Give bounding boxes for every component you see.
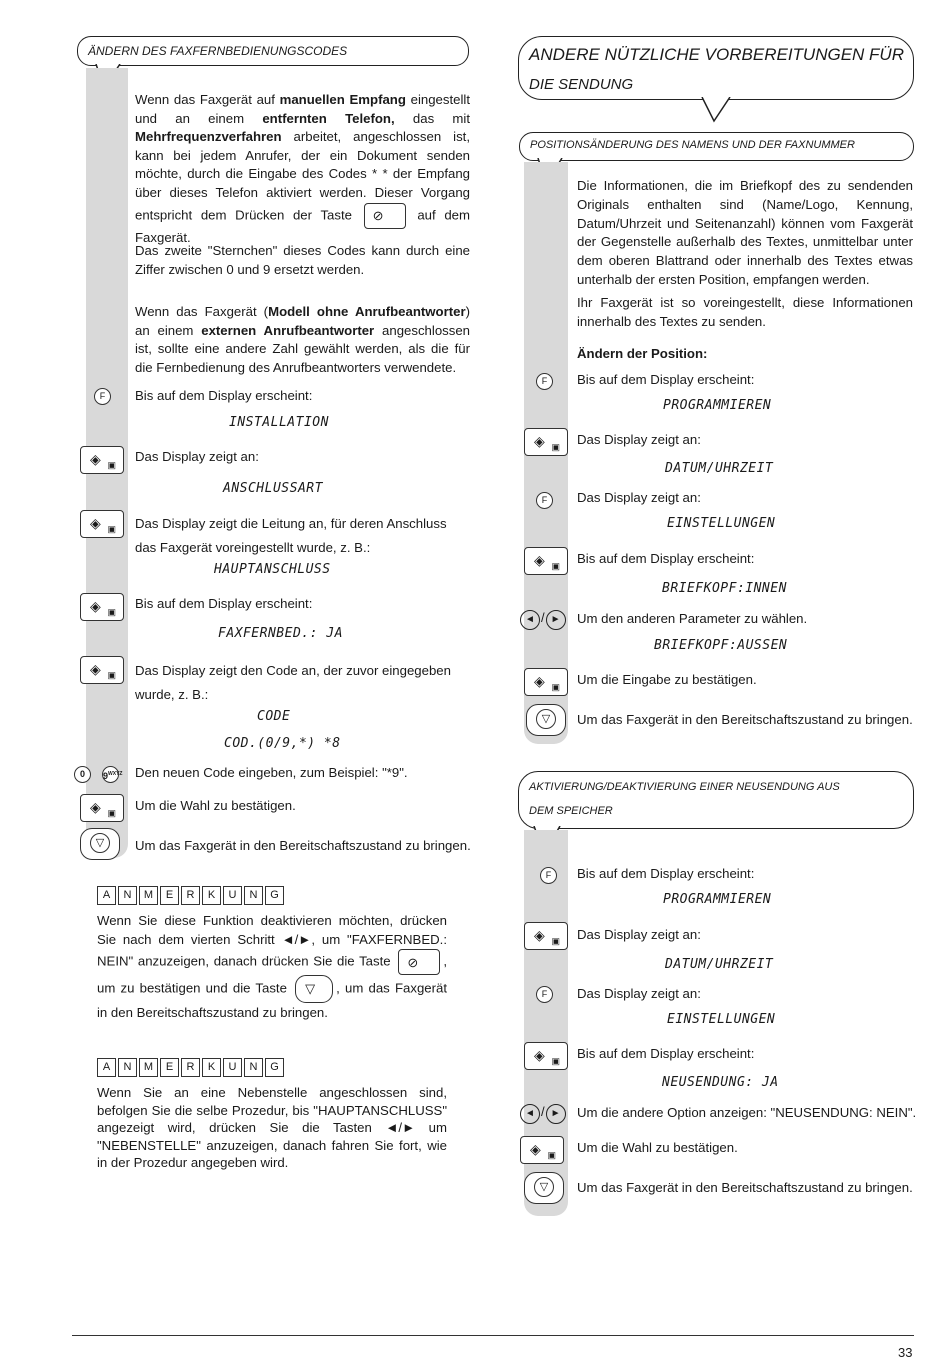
section-2-heading-bubble bbox=[518, 771, 914, 829]
start-key-icon: ◈ ▣ bbox=[524, 668, 568, 696]
sec2-step-3-text: Das Display zeigt an: bbox=[577, 986, 701, 1001]
main-heading-tail bbox=[700, 97, 734, 123]
stop-key-icon: ▽ bbox=[524, 1172, 564, 1204]
stop-key-icon: ▽ bbox=[526, 704, 566, 736]
left-step-5-display: CODE bbox=[257, 709, 291, 724]
sec1-step-2-display: DATUM/UHRZEIT bbox=[665, 461, 774, 476]
left-step-8-text: Um das Faxgerät in den Bereitschaftszustand zu bringen. bbox=[135, 838, 471, 853]
start-key-icon: ◈ ▣ bbox=[80, 794, 124, 822]
digit-0-key-icon: 0 bbox=[74, 766, 91, 783]
sec2-step-2-display: DATUM/UHRZEIT bbox=[665, 957, 774, 972]
start-key-icon: ◈ ▣ bbox=[520, 1136, 564, 1164]
start-key-icon: ◈ ▣ bbox=[524, 547, 568, 575]
start-key-inline: ⊘ bbox=[398, 949, 440, 975]
section-1-paragraph-2: Ihr Faxgerät ist so voreingestellt, diese Informationen innerhalb des Textes zu senden. bbox=[577, 295, 913, 329]
start-key-inline: ⊘ bbox=[364, 203, 406, 229]
sec2-step-4-text: Bis auf dem Display erscheint: bbox=[577, 1046, 755, 1061]
sec1-step-4-text: Bis auf dem Display erscheint: bbox=[577, 551, 755, 566]
left-step-2-text: Das Display zeigt an: bbox=[135, 449, 259, 464]
sec1-step-7-text: Um das Faxgerät in den Bereitschaftszustand zu bringen. bbox=[577, 712, 913, 727]
sec2-step-1-display: PROGRAMMIEREN bbox=[663, 892, 772, 907]
note-label-1: A N M E R K U N G bbox=[97, 885, 286, 905]
start-key-icon: ◈ ▣ bbox=[80, 510, 124, 538]
heading-change-remote-code bbox=[77, 36, 469, 66]
footer-rule bbox=[72, 1335, 914, 1336]
start-key-icon: ◈ ▣ bbox=[80, 593, 124, 621]
left-step-1-text: Bis auf dem Display erscheint: bbox=[135, 388, 313, 403]
note-1-text: Wenn Sie diese Funktion deaktivieren möchten, drücken Sie nach dem vierten Schritt ◄/►, um "FAXFERNBED.: NEIN" anzuzeigen, danach drücken Sie die Taste ⊘ , um zu bestätigen und die Taste ▽ , um das Faxgerät in den Bereitschaftszustand zu bringen. bbox=[97, 913, 447, 1020]
f-key-icon: F bbox=[536, 492, 553, 509]
sec1-step-1-display: PROGRAMMIEREN bbox=[663, 398, 772, 413]
arrow-left-icon: ◄ bbox=[520, 1104, 540, 1124]
sec1-step-1-text: Bis auf dem Display erscheint: bbox=[577, 372, 755, 387]
start-key-icon: ◈ ▣ bbox=[80, 446, 124, 474]
section-1-heading: POSITIONSÄNDERUNG DES NAMENS UND DER FAXNUMMER bbox=[530, 139, 855, 151]
sec2-step-4-display: NEUSENDUNG: JA bbox=[662, 1075, 779, 1090]
sec2-step-5-text: Um die andere Option anzeigen: "NEUSENDUNG: NEIN". bbox=[577, 1105, 917, 1120]
f-key-icon: F bbox=[536, 373, 553, 390]
left-intro-paragraph-1: Wenn das Faxgerät auf manuellen Empfang eingestellt und an einem entfernten Telefon, das mit Mehrfrequenzverfahren arbeitet, angeschlossen ist, kann bei jedem Anrufer, der ein Dokument senden möchte, durch die Eingabe des Codes * * der Empfang über dieses Telefon aktiviert werden. Dieser Vorgang entspricht dem Drücken der Taste ⊘ auf dem Faxgerät. bbox=[135, 92, 471, 245]
left-step-2-display: ANSCHLUSSART bbox=[223, 481, 323, 496]
section-2-heading-line-2: DEM SPEICHER bbox=[529, 805, 613, 817]
left-step-1-display: INSTALLATION bbox=[229, 415, 329, 430]
left-step-4-text: Bis auf dem Display erscheint: bbox=[135, 596, 313, 611]
section-1-subheading: Ändern der Position: bbox=[577, 346, 708, 361]
start-key-icon: ◈ ▣ bbox=[80, 656, 124, 684]
left-step-6-text: Den neuen Code eingeben, zum Beispiel: "*9". bbox=[135, 765, 408, 780]
left-right-arrow-keys-icon: ◄ / ► bbox=[520, 610, 566, 630]
left-step-5-display-2: COD.(0/9,*) *8 bbox=[224, 736, 341, 751]
start-key-icon: ◈ ▣ bbox=[524, 922, 568, 950]
sec1-step-2-text: Das Display zeigt an: bbox=[577, 432, 701, 447]
left-step-5-text: Das Display zeigt den Code an, der zuvor eingegeben wurde, z. B.: bbox=[135, 663, 451, 702]
sec2-step-3-display: EINSTELLUNGEN bbox=[667, 1012, 776, 1027]
f-key-icon: F bbox=[536, 986, 553, 1003]
f-key-icon: F bbox=[94, 388, 111, 405]
left-step-3-display: HAUPTANSCHLUSS bbox=[214, 562, 331, 577]
sec2-step-2-text: Das Display zeigt an: bbox=[577, 927, 701, 942]
sec2-step-1-text: Bis auf dem Display erscheint: bbox=[577, 866, 755, 881]
left-intro-paragraph-2: Das zweite "Sternchen" dieses Codes kann durch eine Ziffer zwischen 0 und 9 ersetzt werden. bbox=[135, 243, 470, 277]
stop-key-icon: ▽ bbox=[80, 828, 120, 860]
start-key-icon: ◈ ▣ bbox=[524, 1042, 568, 1070]
sec1-step-3-text: Das Display zeigt an: bbox=[577, 490, 701, 505]
sec1-step-3-display: EINSTELLUNGEN bbox=[667, 516, 776, 531]
left-step-3-text: Das Display zeigt die Leitung an, für deren Anschluss das Faxgerät voreingestellt wurde, z. B.: bbox=[135, 516, 447, 555]
f-key-icon: F bbox=[540, 867, 557, 884]
stop-key-inline: ▽ bbox=[295, 975, 333, 1003]
main-heading-bubble bbox=[518, 36, 914, 100]
section-2-heading-line-1: AKTIVIERUNG/DEAKTIVIERUNG EINER NEUSENDUNG AUS bbox=[529, 781, 840, 793]
arrow-left-icon: ◄ bbox=[520, 610, 540, 630]
note-2-text: Wenn Sie an eine Nebenstelle angeschlossen sind, befolgen Sie die selbe Prozedur, bis "HAUPTANSCHLUSS" angezeigt wird, drücken Sie die Tasten ◄/► um "NEBENSTELLE" anzuzeigen, danach fahren Sie fort, wie in der Prozedur angegeben wird. bbox=[97, 1085, 447, 1170]
sec1-step-6-text: Um die Eingabe zu bestätigen. bbox=[577, 672, 757, 687]
left-step-4-display: FAXFERNBED.: JA bbox=[218, 626, 343, 641]
sec1-step-5-display: BRIEFKOPF:AUSSEN bbox=[654, 638, 788, 653]
main-heading-line-2: DIE SENDUNG bbox=[529, 76, 634, 93]
start-key-icon: ◈ ▣ bbox=[524, 428, 568, 456]
section-1-heading-bubble bbox=[519, 132, 914, 161]
sec1-step-4-display: BRIEFKOPF:INNEN bbox=[662, 581, 787, 596]
arrow-right-icon: ► bbox=[546, 1104, 566, 1124]
page-number: 33 bbox=[898, 1345, 913, 1360]
left-intro-paragraph-3: Wenn das Faxgerät (Modell ohne Anrufbeantworter) an einem externen Anrufbeantworter angeschlossen ist, sollte eine andere Zahl gewählt werden, als die für die Fernbedienung des Anrufbeantworters verwendete. bbox=[135, 304, 471, 375]
sec2-step-6-text: Um die Wahl zu bestätigen. bbox=[577, 1140, 738, 1155]
heading-text: ÄNDERN DES FAXFERNBEDIENUNGSCODES bbox=[88, 44, 348, 58]
note-label-2: A N M E R K U N G bbox=[97, 1057, 286, 1077]
arrow-right-icon: ► bbox=[546, 610, 566, 630]
sec2-step-7-text: Um das Faxgerät in den Bereitschaftszustand zu bringen. bbox=[577, 1180, 913, 1195]
left-step-7-text: Um die Wahl zu bestätigen. bbox=[135, 798, 296, 813]
section-1-paragraph-1: Die Informationen, die im Briefkopf des zu sendenden Originals enthalten sind (Name/Logo, Kennung, Datum/Uhrzeit und Seitenanzahl) können vom Faxgerät der Gegenstelle außerhalb des Textes, unmittelbar unter dem oberen Blattrand oder innerhalb des Textes etwas unterhalb der ersten Position, empfangen werden. bbox=[577, 178, 913, 287]
main-heading-line-1: ANDERE NÜTZLICHE VORBEREITUNGEN FÜR bbox=[529, 45, 904, 64]
sec1-step-5-text: Um den anderen Parameter zu wählen. bbox=[577, 611, 808, 626]
digit-9-key-icon: $9^{WXYZ}$ bbox=[102, 766, 119, 783]
left-right-arrow-keys-icon: ◄ / ► bbox=[520, 1104, 566, 1124]
